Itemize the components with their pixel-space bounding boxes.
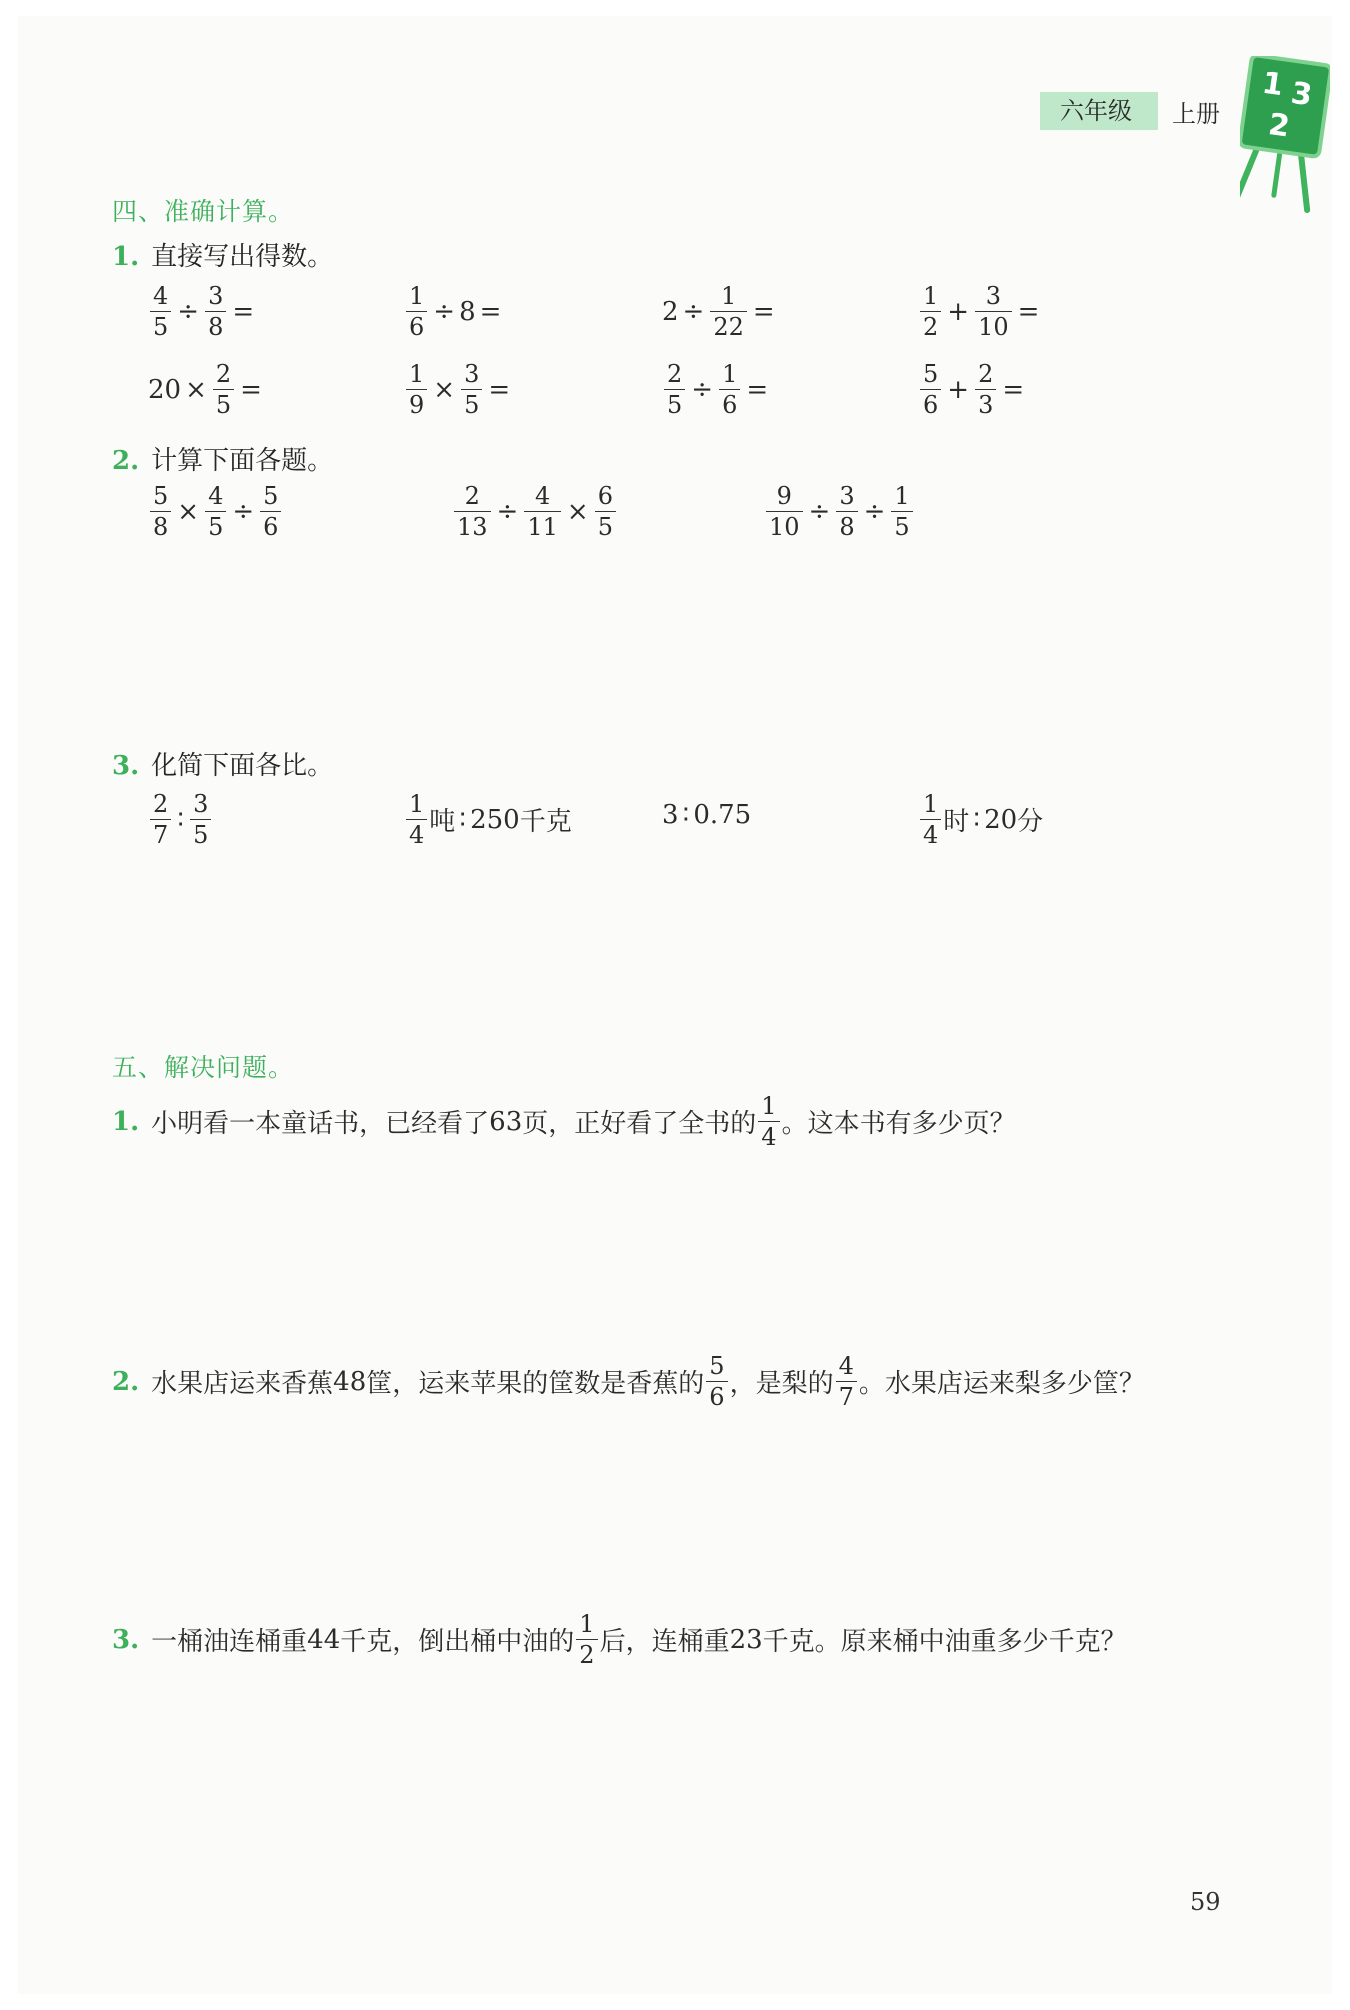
q1-expr-8 — [918, 362, 1028, 417]
operator: = — [752, 296, 775, 327]
problem-3 — [112, 1612, 1127, 1667]
fraction — [595, 484, 616, 539]
fraction — [836, 484, 857, 539]
operator: × — [433, 374, 456, 405]
numerator: 3 — [839, 482, 855, 510]
operator: = — [746, 374, 769, 405]
q2-expr-3 — [764, 484, 915, 539]
denominator: 10 — [975, 311, 1012, 339]
q3-heading — [112, 745, 333, 782]
denominator: 6 — [406, 311, 427, 339]
text-run: 。水果店运来梨多少筐？ — [858, 1369, 1145, 1399]
problem-2 — [112, 1354, 1145, 1409]
operator: × — [177, 496, 200, 527]
denominator: 3 — [975, 389, 996, 417]
operator: × — [566, 496, 589, 527]
denominator: 6 — [719, 389, 740, 417]
operator: × — [185, 374, 207, 405]
numerator: 1 — [720, 282, 737, 310]
denominator: 6 — [260, 511, 281, 539]
numerator: 1 — [579, 1610, 595, 1638]
text-run: 。这本书有多少页？ — [781, 1109, 1016, 1139]
chalkboard-icon — [1240, 56, 1330, 216]
operator: ÷ — [496, 496, 519, 527]
badge-digit-3: 3 — [1288, 75, 1315, 114]
numerator: 3 — [464, 360, 480, 388]
numerator: 5 — [153, 482, 169, 510]
fraction — [920, 284, 941, 339]
fraction — [406, 284, 427, 339]
page-number: 59 — [1190, 1888, 1221, 1916]
numerator: 6 — [597, 482, 613, 510]
numerator: 3 — [985, 282, 1001, 310]
denominator: 5 — [664, 389, 685, 417]
operator: ∶ — [459, 804, 467, 835]
fraction — [260, 484, 281, 539]
problem-number: 3. — [112, 1624, 140, 1655]
q2-heading — [112, 440, 333, 477]
denominator: 5 — [461, 389, 482, 417]
denominator: 9 — [406, 389, 427, 417]
numerator: 4 — [208, 482, 224, 510]
denominator: 7 — [150, 819, 171, 847]
fraction — [920, 362, 941, 417]
section-4-title: 四、准确计算。 — [112, 197, 295, 226]
operator: ÷ — [433, 296, 456, 327]
numerator: 2 — [153, 790, 169, 818]
text-run: 一桶油连桶重 — [151, 1627, 308, 1657]
text-run: 吨 — [429, 807, 456, 837]
numerator: 1 — [761, 1092, 777, 1120]
section-5-title: 五、解决问题。 — [112, 1053, 295, 1082]
numerator: 2 — [667, 360, 683, 388]
fraction — [975, 362, 996, 417]
badge-digit-2: 2 — [1266, 106, 1292, 145]
numerator: 2 — [978, 360, 994, 388]
number: 2 — [662, 296, 679, 327]
denominator: 2 — [576, 1639, 597, 1667]
text-run: 小明看一本童话书，已经看了 — [151, 1109, 490, 1139]
operator: = — [240, 374, 262, 405]
q2-expr-2 — [452, 484, 618, 539]
q3-expr-1 — [148, 792, 213, 847]
numerator: 2 — [215, 360, 232, 388]
numerator: 5 — [263, 482, 279, 510]
denominator: 5 — [190, 819, 211, 847]
volume-label: 上册 — [1172, 99, 1220, 128]
q1-expr-4 — [918, 284, 1043, 339]
operator: = — [1002, 374, 1025, 405]
operator: = — [1017, 296, 1040, 327]
fraction — [205, 484, 226, 539]
denominator: 8 — [205, 311, 226, 339]
denominator: 11 — [524, 511, 561, 539]
operator: ∶ — [682, 800, 690, 830]
operator: + — [947, 296, 970, 327]
numerator: 5 — [709, 1352, 725, 1380]
number: 44 — [307, 1624, 341, 1655]
fraction — [710, 284, 747, 339]
problem-number: 1. — [112, 1106, 140, 1137]
q1-expr-6 — [404, 362, 514, 417]
fraction — [719, 362, 740, 417]
q3-text: 化简下面各比。 — [151, 751, 334, 781]
number: 3 — [662, 800, 679, 830]
text-run: 千克 — [519, 807, 572, 837]
operator: ÷ — [232, 496, 255, 527]
text-run: 千克。原来桶中油重多少千克？ — [762, 1627, 1127, 1657]
denominator: 4 — [920, 819, 941, 847]
text-run: 水果店运来香蕉 — [151, 1369, 334, 1399]
fraction — [920, 792, 941, 847]
denominator: 5 — [150, 311, 171, 339]
fraction — [576, 1612, 597, 1667]
denominator: 8 — [836, 511, 857, 539]
numerator: 1 — [409, 282, 425, 310]
q1-number: 1. — [112, 242, 140, 272]
numerator: 1 — [409, 360, 425, 388]
fraction — [891, 484, 912, 539]
q1-text: 直接写出得数。 — [151, 242, 334, 272]
text-run: 筐，运来苹果的筐数是香蕉的 — [366, 1369, 705, 1399]
numerator: 1 — [409, 790, 425, 818]
denominator: 6 — [706, 1381, 727, 1409]
denominator: 2 — [920, 311, 941, 339]
text-run: 时 — [943, 807, 970, 837]
denominator: 10 — [766, 511, 803, 539]
q3-expr-3 — [662, 800, 751, 830]
denominator: 6 — [920, 389, 941, 417]
operator: = — [488, 374, 511, 405]
numerator: 5 — [923, 360, 939, 388]
numerator: 1 — [923, 282, 939, 310]
number: 20 — [148, 374, 182, 405]
q1-heading — [112, 236, 333, 273]
badge-digit-1: 1 — [1259, 65, 1286, 104]
denominator: 5 — [595, 511, 616, 539]
denominator: 13 — [454, 511, 491, 539]
numerator: 4 — [153, 282, 169, 310]
fraction — [758, 1094, 779, 1149]
fraction — [150, 284, 171, 339]
numerator: 3 — [208, 282, 224, 310]
denominator: 5 — [891, 511, 912, 539]
fraction — [524, 484, 561, 539]
denominator: 4 — [758, 1121, 779, 1149]
fraction — [150, 484, 171, 539]
number: 63 — [489, 1106, 523, 1137]
fraction — [406, 362, 427, 417]
q1-expr-5 — [148, 362, 266, 417]
numerator: 2 — [464, 482, 480, 510]
text-run: 千克，倒出桶中油的 — [340, 1627, 575, 1657]
fraction — [454, 484, 491, 539]
operator: ∶ — [973, 804, 981, 835]
q2-number: 2. — [112, 446, 140, 476]
number: 250 — [470, 804, 520, 835]
q2-text: 计算下面各题。 — [151, 446, 334, 476]
fraction — [150, 792, 171, 847]
numerator: 3 — [193, 790, 209, 818]
fraction — [836, 1354, 857, 1409]
fraction — [205, 284, 226, 339]
number: 0.75 — [693, 800, 752, 830]
denominator: 7 — [836, 1381, 857, 1409]
numerator: 4 — [534, 482, 551, 510]
fraction — [706, 1354, 727, 1409]
q1-expr-2 — [404, 284, 505, 339]
operator: = — [232, 296, 255, 327]
number: 8 — [459, 296, 476, 327]
fraction — [461, 362, 482, 417]
operator: ÷ — [863, 496, 886, 527]
text-run: 页，正好看了全书的 — [522, 1109, 757, 1139]
fraction — [406, 792, 427, 847]
denominator: 4 — [406, 819, 427, 847]
text-run: 分 — [1017, 807, 1044, 837]
q2-expr-1 — [148, 484, 283, 539]
operator: = — [479, 296, 502, 327]
q3-expr-4 — [918, 792, 1043, 847]
number: 23 — [729, 1624, 763, 1655]
q3-expr-2 — [404, 792, 572, 847]
fraction — [664, 362, 685, 417]
text-run: 后，连桶重 — [599, 1627, 730, 1657]
operator: ÷ — [691, 374, 714, 405]
q1-expr-1 — [148, 284, 258, 339]
q1-expr-7 — [662, 362, 772, 417]
q3-number: 3. — [112, 751, 140, 781]
q1-expr-3 — [662, 284, 779, 339]
numerator: 9 — [776, 482, 792, 510]
fraction — [190, 792, 211, 847]
number: 48 — [333, 1366, 367, 1397]
numerator: 1 — [894, 482, 910, 510]
problem-1 — [112, 1094, 1016, 1149]
numerator: 4 — [838, 1352, 854, 1380]
operator: ∶ — [177, 804, 185, 835]
text-run: ，是梨的 — [729, 1369, 834, 1399]
fraction — [766, 484, 803, 539]
numerator: 1 — [923, 790, 939, 818]
denominator: 5 — [213, 389, 234, 417]
operator: ÷ — [177, 296, 200, 327]
operator: ÷ — [808, 496, 831, 527]
page-header — [1040, 92, 1220, 130]
grade-label: 六年级 — [1040, 92, 1158, 130]
denominator: 8 — [150, 511, 171, 539]
fraction — [975, 284, 1012, 339]
fraction — [213, 362, 234, 417]
numerator: 1 — [722, 360, 738, 388]
operator: ÷ — [682, 296, 705, 327]
problem-number: 2. — [112, 1366, 140, 1397]
number: 20 — [984, 804, 1018, 835]
operator: + — [947, 374, 970, 405]
denominator: 5 — [205, 511, 226, 539]
denominator: 22 — [710, 311, 747, 339]
